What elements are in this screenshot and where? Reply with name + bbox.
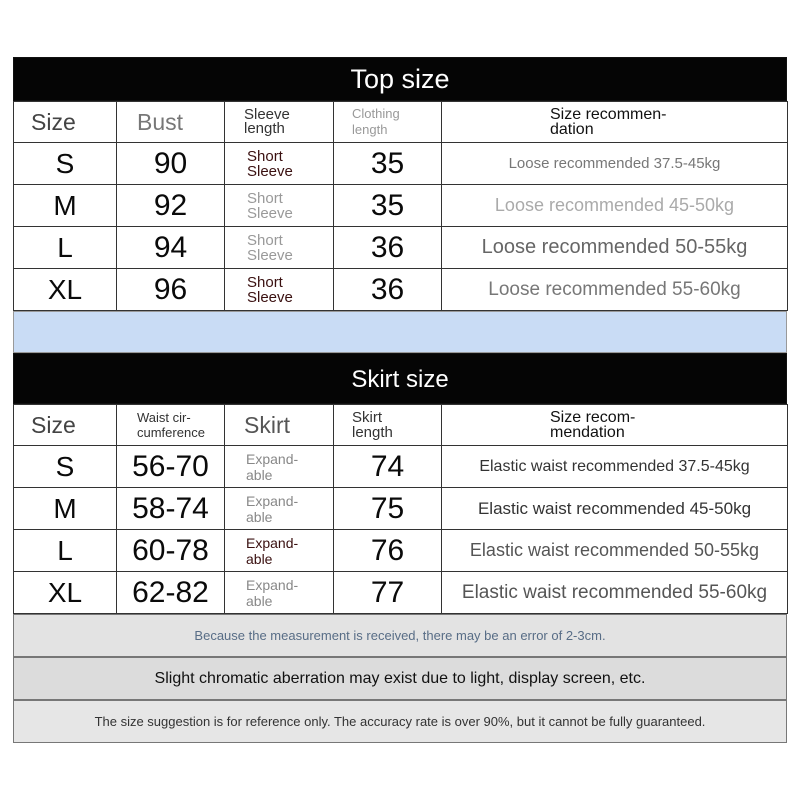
header-size-recommendation: [442, 405, 788, 446]
header-rec-line2: dation: [550, 121, 594, 138]
recommendation-cell: Loose recommended 37.5-45kg: [442, 143, 788, 185]
sleeve-line2: Sleeve: [247, 288, 293, 306]
skirt-line2: able: [246, 466, 273, 483]
skirt-line1: Expand-: [246, 534, 299, 551]
section-divider: [13, 311, 787, 353]
header-clothing-line2: length: [352, 122, 388, 137]
header-sleeve-line2: length: [244, 120, 285, 137]
skirt-length-cell: 76: [334, 530, 442, 572]
table-row: [14, 572, 788, 614]
reference-disclaimer-note: The size suggestion is for reference only. The accuracy rate is over 90%, but it cannot be fully guaranteed.: [13, 700, 787, 743]
header-waist-line1: Waist cir-: [137, 410, 191, 425]
skirt-line2: able: [246, 508, 273, 525]
size-cell: S: [14, 143, 117, 185]
waist-cell: 62-82: [117, 572, 225, 614]
size-cell: S: [14, 446, 117, 488]
table-row: [14, 143, 788, 185]
size-cell: L: [14, 530, 117, 572]
top-header-row: [14, 102, 788, 143]
top-size-title: Top size: [13, 57, 787, 101]
chromatic-aberration-note: Slight chromatic aberration may exist due to light, display screen, etc.: [13, 657, 787, 700]
table-row: [14, 488, 788, 530]
recommendation-cell: Elastic waist recommended 50-55kg: [442, 530, 788, 572]
skirt-line1: Expand-: [246, 576, 299, 593]
header-rec-line1: Size recommen-: [550, 106, 667, 123]
size-cell: M: [14, 185, 117, 227]
recommendation-cell: Loose recommended 45-50kg: [442, 185, 788, 227]
header-waist-line2: cumference: [137, 425, 205, 440]
skirt-cell: [225, 572, 334, 614]
sleeve-cell: [225, 185, 334, 227]
skirt-size-title: Skirt size: [13, 353, 787, 404]
header-skirt: Skirt: [225, 405, 334, 446]
size-cell: XL: [14, 269, 117, 311]
size-cell: M: [14, 488, 117, 530]
skirt-line1: Expand-: [246, 450, 299, 467]
sleeve-cell: [225, 269, 334, 311]
waist-cell: 56-70: [117, 446, 225, 488]
bust-cell: 96: [117, 269, 225, 311]
skirt-line1: Expand-: [246, 492, 299, 509]
header-clothing-line1: Clothing: [352, 106, 400, 121]
header-rec-line1: Size recom-: [550, 409, 636, 426]
sleeve-line1: Short: [247, 231, 283, 249]
skirt-length-cell: 74: [334, 446, 442, 488]
sleeve-line1: Short: [247, 273, 283, 291]
header-size: Size: [14, 405, 117, 446]
bust-cell: 94: [117, 227, 225, 269]
recommendation-cell: Elastic waist recommended 45-50kg: [442, 488, 788, 530]
recommendation-cell: Elastic waist recommended 37.5-45kg: [442, 446, 788, 488]
sleeve-line1: Short: [247, 189, 283, 207]
sleeve-line2: Sleeve: [247, 162, 293, 180]
header-sleeve-length: [225, 102, 334, 143]
skirt-header-row: [14, 405, 788, 446]
header-waist-circumference: [117, 405, 225, 446]
sleeve-line2: Sleeve: [247, 204, 293, 222]
table-row: [14, 269, 788, 311]
skirt-cell: [225, 530, 334, 572]
skirt-cell: [225, 446, 334, 488]
top-size-table: [13, 101, 788, 311]
length-cell: 36: [334, 227, 442, 269]
header-size: Size: [14, 102, 117, 143]
recommendation-cell: Elastic waist recommended 55-60kg: [442, 572, 788, 614]
skirt-length-cell: 77: [334, 572, 442, 614]
table-row: [14, 446, 788, 488]
measurement-error-note: Because the measurement is received, there may be an error of 2-3cm.: [13, 614, 787, 657]
sleeve-cell: [225, 227, 334, 269]
header-rec-line2: mendation: [550, 424, 625, 441]
recommendation-cell: Loose recommended 55-60kg: [442, 269, 788, 311]
skirt-line2: able: [246, 592, 273, 609]
header-size-recommendation: [442, 102, 788, 143]
length-cell: 35: [334, 143, 442, 185]
waist-cell: 58-74: [117, 488, 225, 530]
skirt-line2: able: [246, 550, 273, 567]
length-cell: 35: [334, 185, 442, 227]
recommendation-cell: Loose recommended 50-55kg: [442, 227, 788, 269]
table-row: [14, 530, 788, 572]
bust-cell: 92: [117, 185, 225, 227]
header-skirt-length: [334, 405, 442, 446]
skirt-size-table: [13, 404, 788, 614]
size-cell: L: [14, 227, 117, 269]
length-cell: 36: [334, 269, 442, 311]
skirt-cell: [225, 488, 334, 530]
skirt-length-cell: 75: [334, 488, 442, 530]
table-row: [14, 227, 788, 269]
header-bust: Bust: [117, 102, 225, 143]
header-skirt-length-line2: length: [352, 424, 393, 441]
size-chart: [13, 57, 787, 743]
waist-cell: 60-78: [117, 530, 225, 572]
sleeve-line1: Short: [247, 147, 283, 165]
header-sleeve-line1: Sleeve: [244, 106, 290, 123]
size-cell: XL: [14, 572, 117, 614]
table-row: [14, 185, 788, 227]
header-skirt-length-line1: Skirt: [352, 409, 382, 426]
sleeve-cell: [225, 143, 334, 185]
header-clothing-length: [334, 102, 442, 143]
sleeve-line2: Sleeve: [247, 246, 293, 264]
bust-cell: 90: [117, 143, 225, 185]
